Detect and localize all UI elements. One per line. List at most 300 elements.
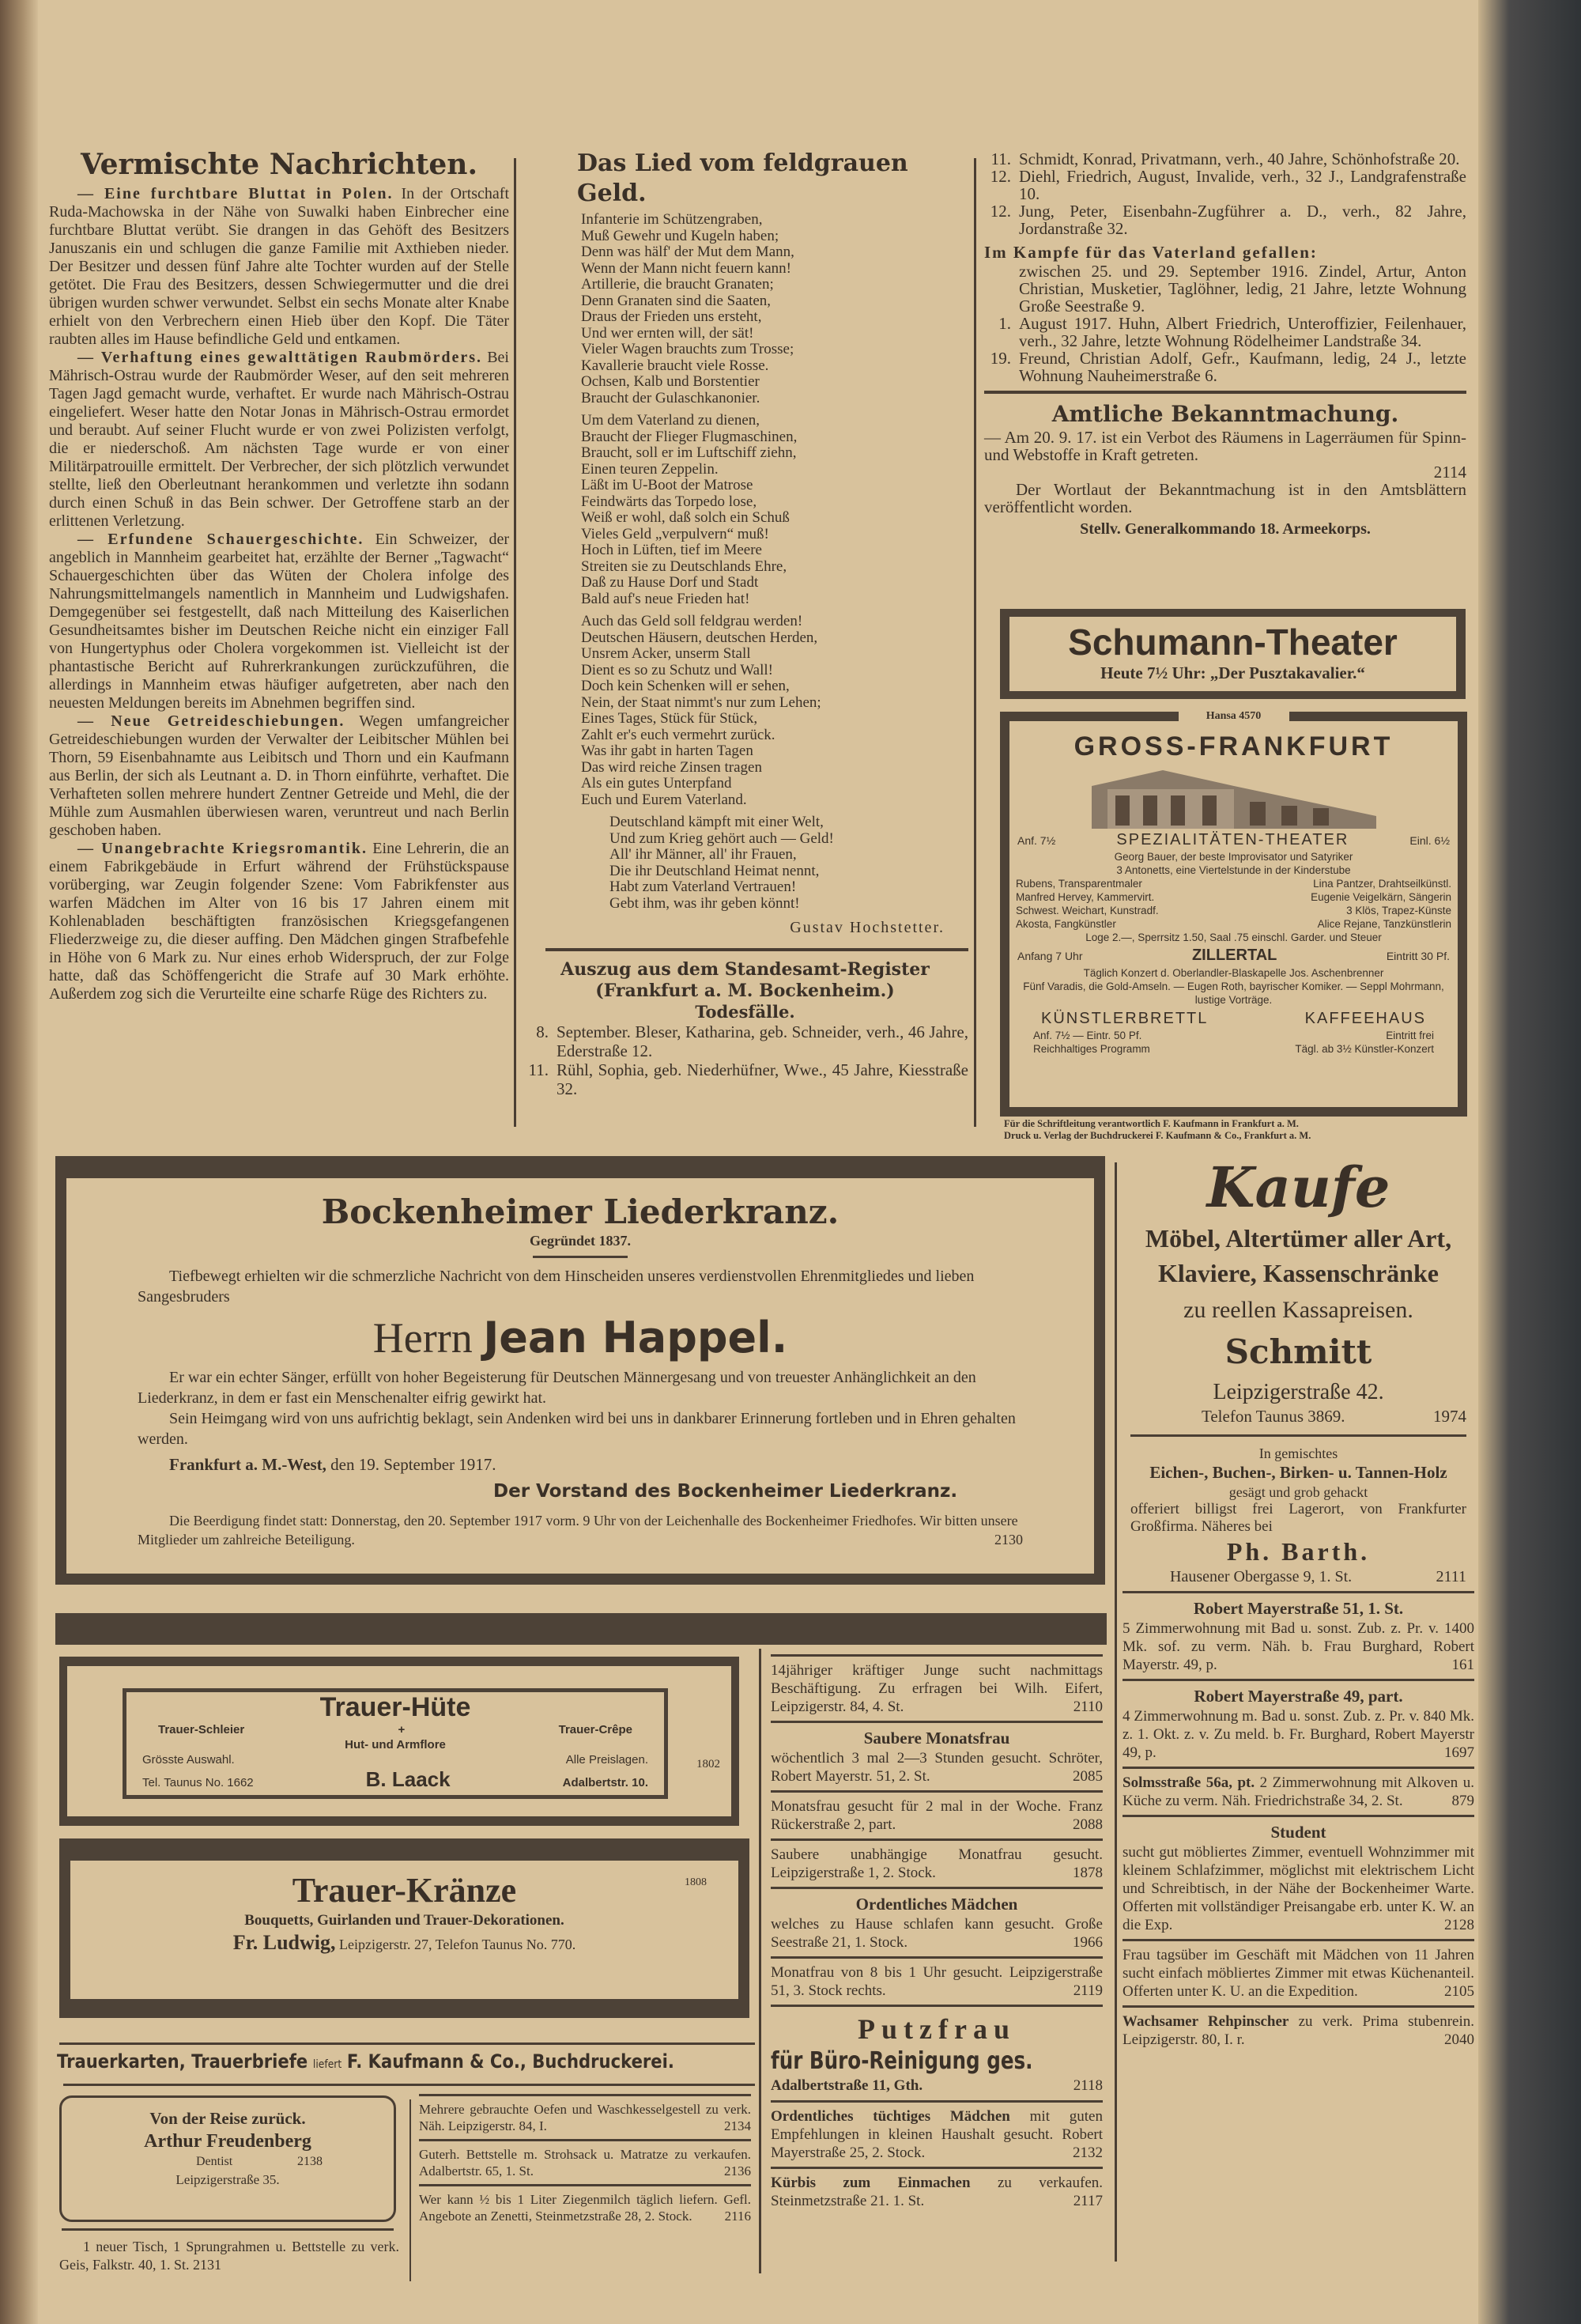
poem-title: Das Lied vom feldgrauen Geld. xyxy=(577,149,908,207)
theater-phone: Hansa 4570 xyxy=(1179,710,1289,723)
divider xyxy=(545,948,968,951)
printer: F. Kaufmann & Co., Buchdruckerei. xyxy=(346,2050,674,2073)
kraenze-sub: Bouquetts, Guirlanden und Trauer-Dekorationen. xyxy=(244,1912,564,1929)
article xyxy=(49,185,509,349)
column-divider xyxy=(759,1649,761,2273)
address: Hausener Obergasse 9, 1. St. xyxy=(1170,1568,1353,1585)
divider xyxy=(1123,1767,1474,1769)
program-lines xyxy=(1009,850,1458,877)
ad-schumann-theater xyxy=(1000,609,1466,699)
article-text: Wegen umfangreicher Getreideschiebungen wurden der Verwalter der Leibitscher Mühlen bei Thorn, 59 Eisenbahnamte aus Leibitsch und Thorn und ein Kaufmann aus Berlin, der sich als Leutnant a. D. in Thorn einführte, verhaftet. Die Verhafteten sollen mehrere hundert Zentner Getreide und Mehl, die der Mühle zum Ausmahlen überwiesen waren, veruntreut und nach Berlin geschoben haben. xyxy=(49,712,510,839)
poem-line: Einen teuren Zeppelin. xyxy=(581,460,719,478)
article-heading: — Verhaftung eines gewalttätigen Raubmörders. xyxy=(77,349,483,366)
phone: Telefon Taunus 3869. xyxy=(1202,1407,1345,1426)
death-register-entries xyxy=(984,150,1466,237)
phone: Telefon Taunus No. 770. xyxy=(435,1937,576,1952)
section-title: Vermischte Nachrichten. xyxy=(81,148,477,181)
kaufe-phone-row xyxy=(1123,1406,1474,1427)
article-text: Ein Schweizer, der angeblich in Mannheim gearbeitet hat, erzählte der Berner „Tagwacht“ Schauergeschichten über das Wüten der Cholera infolge des Nahrungsmittelmangels namentlich in Mannheim und Ludwigshafen. Demgegenüber sei festgestellt, daß nach Mitteilung des Kaiserlichen Gesundheitsamtes bisher im Deutschen Reiche nicht ein einziger Fall von Hungertyphus oder Cholera vorgekommen ist. Vielleicht ist der phantastische Bericht auf Ruhrerkrankungen zurückzuführen, die allerdings in Mannheim etwas häufiger aufgetreten, aber nach den neuesten Meldungen bereits im Abnehmen begriffen sind. xyxy=(49,531,509,712)
poem-line: Läßt im U-Boot der Matrose xyxy=(581,477,753,493)
divider xyxy=(533,1256,628,1258)
classified-ads-bottom xyxy=(419,2089,751,2224)
poem-line: Wenn der Mann nicht feuern kann! xyxy=(581,259,791,277)
act-row xyxy=(1016,890,1451,904)
ad-title: Saubere Monatsfrau xyxy=(863,1729,1010,1748)
ad-text: welches zu Hause schlafen kann gesucht. Große Seestraße 21, 1. Stock. xyxy=(771,1916,1103,1951)
notice-text-2: Der Wortlaut der Bekanntmachung ist in den Amtsblättern veröffentlicht worden. xyxy=(984,480,1466,516)
entry-text: Rühl, Sophia, geb. Niederhüfner, Wwe., 45 Jahre, Kiesstraße 32. xyxy=(557,1060,968,1098)
holz-title: Eichen-, Buchen-, Birken- u. Tannen-Holz xyxy=(1149,1463,1447,1482)
ad-trauer-huete xyxy=(59,1657,739,1826)
imprint xyxy=(1004,1118,1462,1142)
divider xyxy=(419,2139,751,2141)
classified-ad xyxy=(771,1963,1103,2000)
venue-details xyxy=(1009,1029,1458,1042)
classified-ads-right xyxy=(1123,1591,1474,2049)
huete-title: Trauer-Hüte xyxy=(319,1692,471,1722)
ad-number: 2105 xyxy=(1444,1983,1474,2000)
death-register-entries xyxy=(522,1022,968,1098)
ad-number: 2128 xyxy=(1444,1917,1474,1933)
cross-icon: + xyxy=(398,1723,406,1736)
program-line: 3 Antonetts, eine Viertelstunde in der Kinderstube xyxy=(1116,864,1351,876)
ad-number: 879 xyxy=(1451,1793,1474,1809)
admission-time: Einl. 6½ xyxy=(1409,834,1450,847)
ad-number: 1974 xyxy=(1433,1407,1466,1426)
entry-text: Schmidt, Konrad, Privatmann, verh., 40 Jahre, Schönhofstraße 20. xyxy=(1019,149,1460,168)
ad-putzfrau xyxy=(771,2012,1103,2095)
classified-ad xyxy=(771,1894,1103,1952)
poem-line: Artillerie, die braucht Granaten; xyxy=(581,276,774,293)
article-text: Bei Mährisch-Ostrau wurde der Raubmörder Weser, auf den seit mehreren Tagen Jagd gemacht wurde, verhaftet. Er wurde nach Mährisch-Ostrau eingeliefert. Weser hatte den Notar Jonas in Mährisch-Ostrau ermordet und beraubt. Auf seiner Flucht wurde er von zwei Polizisten verfolgt, die er niederschoß. Am nächsten Tage wurde er von einer Militärpatrouille ermittelt. Der Verbrecher, der sich plötzlich verwundet stellte, ließ den Oberleutnant herankommen und verletzte ihn sodann durch einen Schuß in das Bein schwer. Der Getroffene starb an der erlittenen Verletzung. xyxy=(49,349,509,530)
dentist-title: Von der Reise zurück. xyxy=(149,2109,306,2128)
poem-line: Habt zum Vaterland Vertrauen! xyxy=(609,879,797,895)
ad-text: 2 Zimmerwohnung mit Alkoven u. Küche zu verm. Näh. Friedrichstraße 34, 2. St. xyxy=(1123,1774,1474,1809)
entry-text: zwischen 25. und 29. September 1916. Zindel, Artur, Anton Christian, Musketier, Taglöhner, ledig, 21 Jahre, letzte Wohnung Große Seestraße 9. xyxy=(1019,262,1466,316)
auswahl: Grösste Auswahl. xyxy=(142,1753,235,1767)
entry-day: 12. xyxy=(990,202,1011,221)
act: Alice Rejane, Tanzkünstlerin xyxy=(1317,918,1451,930)
holz-address-row xyxy=(1123,1567,1474,1586)
zillertal-lines xyxy=(1009,966,1458,1007)
ad-number: 2111 xyxy=(1436,1568,1466,1585)
divider xyxy=(62,2228,394,2231)
ad-title: Solmsstraße 56a, pt. xyxy=(1123,1774,1255,1791)
classified-ad xyxy=(771,1797,1103,1834)
classified-ad xyxy=(1123,1946,1474,2001)
ad-text: zu verk. Prima stubenrein. Leipzigerstr. 80, I. r. xyxy=(1123,2013,1474,2048)
obituary-signature: Der Vorstand des Bockenheimer Liederkranz. xyxy=(493,1481,958,1502)
ad-text: Monatfrau von 8 bis 1 Uhr gesucht. Leipzigerstraße 51, 3. Stock rechts. xyxy=(771,1964,1103,1999)
article-list xyxy=(49,185,509,1003)
ad-number: 2110 xyxy=(1073,1699,1103,1715)
zillertal-line: Fünf Varadis, die Gold-Amseln. — Eugen Roth, bayrischer Komiker. — Seppl Mohrmann, lustige Vorträge. xyxy=(1023,981,1444,1006)
poem-line: Doch kein Schenken will er sehen, xyxy=(581,678,790,694)
poem-line: Das wird reiche Zinsen tragen xyxy=(581,758,762,776)
divider xyxy=(771,2167,1103,2169)
classified-ad xyxy=(771,1846,1103,1882)
kaffeehaus-price: Eintritt frei xyxy=(1386,1030,1434,1041)
poem-stanza xyxy=(581,212,968,406)
poem-line: Die ihr Deutschland Heimat nennt, xyxy=(609,862,820,879)
zillertal-start: Anfang 7 Uhr xyxy=(1017,950,1083,962)
column-divider xyxy=(974,158,976,1127)
register-entry xyxy=(984,263,1466,315)
schleier: Trauer-Schleier xyxy=(158,1723,245,1736)
start-time: Anf. 7½ xyxy=(1017,834,1056,847)
ad-text: 1 neuer Tisch, 1 Sprungrahmen u. Bettstelle zu verk. Geis, Falkstr. 40, 1. St. xyxy=(59,2239,399,2273)
trauerkarten-text: Trauerkarten, Trauerbriefe xyxy=(57,2050,308,2073)
article xyxy=(49,840,509,1003)
article-heading: — Neue Getreideschiebungen. xyxy=(77,712,345,730)
kraenze-title: Trauer-Kränze xyxy=(292,1871,517,1910)
poem-line: Gebt ihm, was ihr geben könnt! xyxy=(609,894,800,912)
crepe: Trauer-Crêpe xyxy=(558,1723,632,1736)
poem-line: Bald auf's neue Frieden hat! xyxy=(581,590,750,607)
poem-line: Nein, der Staat nimmt's nur zum Lehen; xyxy=(581,693,821,711)
entry-day: 12. xyxy=(990,167,1011,186)
poem-line: Braucht, soll er im Luftschiff ziehn, xyxy=(581,444,797,461)
ad-title: Ordentliches tüchtiges Mädchen xyxy=(771,2108,1010,2125)
address: Adalbertstr. 10. xyxy=(562,1776,648,1789)
ad-number: 2085 xyxy=(1073,1768,1103,1785)
holz-text: offeriert billigst frei Lagerort, von Frankfurter Großfirma. Näheres bei xyxy=(1130,1501,1466,1535)
funeral-info-block xyxy=(66,1503,1094,1549)
dentist-address: Leipzigerstraße 35. xyxy=(175,2172,280,2187)
divider xyxy=(771,2100,1103,2103)
register-entry xyxy=(984,168,1466,202)
register-entry xyxy=(984,350,1466,384)
ad-number: 161 xyxy=(1451,1657,1474,1673)
ad-number: 2088 xyxy=(1073,1816,1103,1833)
register-entry xyxy=(984,202,1466,237)
divider xyxy=(1130,1434,1466,1437)
divider xyxy=(1123,1939,1474,1941)
poem-line: Als ein gutes Unterpfand xyxy=(581,775,732,792)
divider xyxy=(771,2005,1103,2007)
dentist-name: Arthur Freudenberg xyxy=(144,2131,311,2152)
holz-sub: gesägt und grob gehackt xyxy=(1228,1484,1368,1500)
dentist-role-row xyxy=(62,2153,394,2171)
name-prefix: Herrn xyxy=(372,1314,473,1362)
ad-number: 2130 xyxy=(994,1532,1023,1547)
poem-body xyxy=(522,212,968,912)
theater-program: Heute 7½ Uhr: „Der Pusztakavalier.“ xyxy=(1100,663,1365,682)
theater-building-illustration xyxy=(1076,764,1392,830)
entry-day: 8. xyxy=(536,1022,549,1041)
date: den 19. September 1917. xyxy=(330,1455,496,1474)
divider xyxy=(419,2184,751,2186)
poem-line: Draus der Frieden uns ersteht, xyxy=(581,308,762,325)
entry-day: 11. xyxy=(528,1060,549,1079)
classified-ads-middle-2 xyxy=(771,2100,1103,2210)
poem-line: Eines Tages, Stück für Stück, xyxy=(581,710,758,727)
column-divider xyxy=(1115,1162,1117,2262)
phone: Tel. Taunus No. 1662 xyxy=(142,1776,254,1789)
act: Manfred Hervey, Kammervirt. xyxy=(1016,891,1155,903)
act-row xyxy=(1016,904,1451,917)
poem-line: Auch das Geld soll feldgrau werden! xyxy=(581,613,803,629)
poem-line: Deutschen Häusern, deutschen Herden, xyxy=(581,629,818,646)
act-row xyxy=(1016,877,1451,890)
ad-kaufe-schmitt xyxy=(1123,1154,1474,2049)
classified-ad xyxy=(419,2191,751,2224)
ad-trauerkarten xyxy=(57,2050,676,2076)
zillertal-title: ZILLERTAL xyxy=(1191,947,1277,964)
register-section: Todesfälle. xyxy=(695,1002,795,1022)
kaufe-address: Leipzigerstraße 42. xyxy=(1213,1380,1384,1404)
ad-number: 2138 xyxy=(297,2155,323,2168)
poem-line: Um dem Vaterland zu dienen, xyxy=(581,412,760,429)
kraenze-contact xyxy=(70,1930,738,1957)
entry-day: 19. xyxy=(990,349,1011,368)
article xyxy=(49,712,509,840)
classified-ad xyxy=(1123,1686,1474,1762)
fallen-heading: Im Kampfe für das Vaterland gefallen: xyxy=(984,243,1318,262)
poem-stanza xyxy=(581,614,968,808)
article-heading: — Eine furchtbare Bluttat in Polen. xyxy=(77,185,394,202)
poem-line: Und zum Krieg gehört auch — Geld! xyxy=(609,829,834,847)
register-subtitle: (Frankfurt a. M. Bockenheim.) xyxy=(595,981,895,1001)
kuenstlerbrettl-price: Anf. 7½ — Eintr. 50 Pf. xyxy=(1033,1030,1142,1041)
article-text: In der Ortschaft Ruda-Machowska in der Nähe von Suwalki haben Einbrecher eine furchtbare Bluttat verübt. Sie drangen in das Gehöft des Besitzers Januszanis ein und schlugen die ganze Familie mit Axthieben nieder. Der Besitzer und dessen fünf Jahre alte Tochter wurden auf der Stelle getötet. Die Frau des Besitzers, dessen Schwiegermutter und die drei übrigen wurden schwer verwundet. Selbst ein sechs Monate alter Knabe erhielt von den Verbrechern einen Hieb über den Kopf. Die Täter raubten alles im Hause befindliche Geld und entkamen. xyxy=(49,185,509,348)
ad-number: 2040 xyxy=(1444,2031,1474,2048)
venue-details-2 xyxy=(1009,1042,1458,1056)
huete-row-2 xyxy=(126,1752,664,1767)
imprint-line: Druck u. Verlag der Buchdruckerei F. Kaufmann & Co., Frankfurt a. M. xyxy=(1004,1130,1311,1141)
huete-row xyxy=(126,1722,664,1737)
kaffeehaus: KAFFEEHAUS xyxy=(1304,1010,1426,1027)
register-entry xyxy=(984,315,1466,350)
theater-row xyxy=(1009,830,1458,850)
ad-number: 1808 xyxy=(685,1876,707,1888)
shop-name: Fr. Ludwig, xyxy=(232,1931,336,1954)
column-poem xyxy=(522,149,968,1098)
register-entry xyxy=(522,1022,968,1060)
register-title: Auszug aus dem Standesamt-Register xyxy=(560,959,930,980)
register-entry xyxy=(984,150,1466,168)
poem-line: Daß zu Hause Dorf und Stadt xyxy=(581,574,759,591)
poem-line: Euch und Eurem Vaterland. xyxy=(581,791,747,808)
poem-line: Vieles Geld „verpulvern“ muß! xyxy=(581,525,769,542)
ad-number: 2118 xyxy=(1073,2077,1103,2094)
entry-day: 11. xyxy=(990,149,1011,168)
huete-contact xyxy=(126,1767,664,1795)
inner-frame xyxy=(123,1688,668,1799)
divider xyxy=(59,2042,755,2045)
entry-text: Jung, Peter, Eisenbahn-Zugführer a. D., verh., 82 Jahre, Jordanstraße 32. xyxy=(1019,202,1466,238)
column-vermischte-nachrichten xyxy=(49,147,509,1003)
founded: Gegründet 1837. xyxy=(530,1233,631,1249)
poem-author: Gustav Hochstetter. xyxy=(790,919,945,936)
classified-ad xyxy=(771,1661,1103,1716)
theater-title: Schumann-Theater xyxy=(1068,622,1398,663)
venue-row xyxy=(1009,1007,1458,1029)
theater-subtitle: SPEZIALITÄTEN-THEATER xyxy=(1116,831,1349,848)
divider xyxy=(771,1654,1103,1657)
poem-line: Und wer ernten will, der sät! xyxy=(581,324,754,342)
poem-line: Hoch in Lüften, tief im Meere xyxy=(581,542,762,558)
putzfrau-address-row xyxy=(771,2076,1103,2095)
poem-line: Was ihr gabt in harten Tagen xyxy=(581,743,753,759)
holz-intro: In gemischtes xyxy=(1258,1445,1338,1461)
ad-number: 1802 xyxy=(696,1758,720,1770)
ad-text: wöchentlich 3 mal 2—3 Stunden gesucht. Schröter, Robert Mayerstr. 51, 2. St. xyxy=(771,1750,1103,1785)
kaufe-name: Schmitt xyxy=(1224,1332,1372,1371)
ad-trauer-kraenze xyxy=(59,1838,749,2018)
zillertal-row xyxy=(1009,945,1458,966)
divider xyxy=(1123,2005,1474,2008)
act: Lina Pantzer, Drahtseilkünstl. xyxy=(1313,878,1451,890)
divider xyxy=(771,1887,1103,1889)
poem-line: Weiß er wohl, daß solch ein Schuß xyxy=(581,509,790,526)
obituary-bockenheimer-liederkranz xyxy=(55,1156,1105,1585)
act-row xyxy=(1016,917,1451,931)
poem-line: Braucht der Gulaschkanonier. xyxy=(581,389,760,406)
ad-number: 2136 xyxy=(724,2163,751,2179)
register-entry xyxy=(522,1060,968,1098)
ad-tisch xyxy=(59,2238,399,2274)
article-heading: — Unangebrachte Kriegsromantik. xyxy=(77,840,368,857)
poem-stanza xyxy=(581,814,968,912)
ad-number: 1966 xyxy=(1073,1934,1103,1951)
divider xyxy=(1123,1591,1474,1593)
divider xyxy=(1123,1679,1474,1681)
divider xyxy=(771,1721,1103,1723)
address: Leipzigerstr. 27, xyxy=(339,1937,432,1952)
ad-text: 14jähriger kräftiger Junge sucht nachmittags Beschäftigung. Zu erfragen bei Wilh. Eifert, Leipzigerstr. 84, 4. St. xyxy=(771,1662,1103,1715)
column-divider xyxy=(409,2099,411,2281)
poem-line: Feindwärts das Torpedo lose, xyxy=(581,493,757,510)
divider xyxy=(771,1838,1103,1841)
notice-signature: Stellv. Generalkommando 18. Armeekorps. xyxy=(1080,520,1371,538)
role: Dentist xyxy=(196,2155,233,2168)
poem-line: Braucht der Flieger Flugmaschinen, xyxy=(581,428,798,445)
classified-ad xyxy=(771,1728,1103,1786)
ad-number: 2132 xyxy=(1073,2145,1103,2161)
classified-ad xyxy=(771,2107,1103,2162)
black-border-bar xyxy=(55,1613,1107,1645)
armflore: Hut- und Armflore xyxy=(345,1738,446,1752)
act: Rubens, Transparentmaler xyxy=(1016,878,1142,890)
page-binding-edge-right xyxy=(1478,0,1581,2324)
ad-title: Kürbis zum Einmachen xyxy=(771,2175,971,2191)
poem-line: Vieler Wagen brauchts zum Trosse; xyxy=(581,341,794,357)
classified-ad xyxy=(1123,1598,1474,1674)
ad-text: zu verkaufen. Steinmetzstraße 21. 1. St. xyxy=(771,2175,1104,2209)
zillertal-line: Täglich Konzert d. Oberlandler-Blaskapelle Jos. Aschenbrenner xyxy=(1083,967,1384,979)
notice-number: 2114 xyxy=(1433,463,1466,482)
ad-number: 2119 xyxy=(1073,1982,1103,1999)
theater-title: GROSS-FRANKFURT xyxy=(1073,731,1394,761)
address: Adalbertstraße 11, Gth. xyxy=(771,2077,923,2094)
act: Akosta, Fangkünstler xyxy=(1016,918,1116,930)
ad-text: Saubere unabhängige Monatfrau gesucht. Leipzigerstraße 1, 2. Stock. xyxy=(771,1846,1103,1881)
shop-name: B. Laack xyxy=(365,1767,451,1791)
article-text: Eine Lehrerin, die an einem Fabrikgebäude in Erfurt während der Frühstückspause vorüberging, war Zeugin folgender Szene: Vom Fabrikfenster aus warfen Mädchen im Alter von 16 bis 17 Jahren einem mit Kohlenabladen beschäftigten französischen Kriegsgefangenen Fliederzweige zu, die dieser auffing. Den Mädchen gingen Strafbefehle in Höhe von 6 Mark zu. Nur eines erhob Widerspruch, der zur Folge hatte, daß das Schöffengericht die Strafe auf 30 Mark erhöhte. Außerdem zog sich die Verurteilte eine scharfe Rüge des Richters zu. xyxy=(49,840,509,1003)
obituary-text: Sein Heimgang wird von uns aufrichtig beklagt, sein Andenken wird bei uns in dankbarer Erinnerung fortleben und in Ehren gehalten werden. xyxy=(138,1410,1016,1448)
ad-dentist xyxy=(59,2095,396,2222)
poem-line: Streiten sie zu Deutschlands Ehre, xyxy=(581,557,787,575)
kaffeehaus-concert: Tägl. ab 3½ Künstler-Konzert xyxy=(1295,1043,1434,1055)
poem-stanza xyxy=(581,413,968,607)
program-acts xyxy=(1009,877,1458,931)
notice-title: Amtliche Bekanntmachung. xyxy=(1051,401,1399,427)
act: Schwest. Weichart, Kunstradf. xyxy=(1016,905,1159,916)
classified-ad xyxy=(419,2101,751,2134)
ad-number: 2134 xyxy=(724,2118,751,2133)
divider xyxy=(771,1790,1103,1793)
ad-number: 2116 xyxy=(724,2209,751,2224)
prices: Loge 2.—, Sperrsitz 1.50, Saal .75 einschl. Garder. und Steuer xyxy=(1085,931,1382,943)
ad-gross-frankfurt xyxy=(1000,712,1467,1117)
entry-text: Diehl, Friedrich, August, Invalide, verh., 32 J., Landgrafenstraße 10. xyxy=(1019,167,1466,203)
poem-line: Ochsen, Kalb und Borstentier xyxy=(581,373,760,390)
ad-title: Student xyxy=(1270,1823,1326,1842)
kuenstlerbrettl-program: Reichhaltiges Programm xyxy=(1033,1043,1150,1055)
article-heading: — Erfundene Schauergeschichte. xyxy=(77,531,364,548)
act: 3 Klös, Trapez-Künste xyxy=(1346,905,1451,916)
article xyxy=(49,349,509,531)
putzfrau-sub: für Büro-Reinigung ges. xyxy=(771,2047,1033,2075)
ad-text: Mehrere gebrauchte Oefen und Waschkesselgestell zu verk. Näh. Leipzigerstr. 84, I. xyxy=(419,2102,751,2133)
funeral-info: Die Beerdigung findet statt: Donnerstag, den 20. September 1917 vorm. 9 Uhr von der Leichenhalle des Bockenheimer Friedhofes. Wir bitten unsere Mitglieder um zahlreiche Beteiligung. xyxy=(138,1513,1018,1547)
ad-text: Guterh. Bettstelle m. Strohsack u. Matratze zu verkaufen. Adalbertstr. 65, 1. St. xyxy=(419,2147,751,2179)
poem-line: Zahlt er's euch vermehrt zurück. xyxy=(581,726,775,743)
ad-title: Robert Mayerstraße 49, part. xyxy=(1194,1687,1403,1706)
classified-ad xyxy=(771,2174,1103,2210)
classified-ads-middle xyxy=(771,1649,1103,2210)
poem-line: All' ihr Männer, all' ihr Frauen, xyxy=(609,846,797,863)
entry-day: 1. xyxy=(998,314,1011,333)
kaufe-subtitle: zu reellen Kassapreisen. xyxy=(1183,1297,1413,1323)
program-line: Georg Bauer, der beste Improvisator und Satyriker xyxy=(1114,851,1353,863)
ad-text: Monatsfrau gesucht für 2 mal in der Woche. Franz Rückerstraße 2, part. xyxy=(771,1798,1103,1833)
ad-text: 5 Zimmerwohnung mit Bad u. sonst. Zub. z. Pr. v. 1400 Mk. sof. zu verm. Näh. b. Frau Burghard, Robert Mayerstr. 49, p. xyxy=(1123,1620,1474,1673)
ad-number: 2131 xyxy=(193,2257,222,2273)
act: Eugenie Veigelkärn, Sängerin xyxy=(1311,891,1451,903)
divider xyxy=(771,1956,1103,1959)
obituary-intro: Tiefbewegt erhielten wir die schmerzliche Nachricht von dem Hinscheiden unseres verdienstvollen Ehrenmitgliedes und lieben Sangesbruders xyxy=(138,1268,975,1306)
liefert: liefert xyxy=(312,2058,342,2071)
notice-text: — Am 20. 9. 17. ist ein Verbot des Räumens in Lagerräumen für Spinn- und Webstoffe in Kraft getreten. xyxy=(984,428,1466,464)
page-binding-edge-left xyxy=(0,0,38,2324)
ad-number: 1878 xyxy=(1073,1865,1103,1881)
poem-line: Muß Gewehr und Kugeln haben; xyxy=(581,227,779,244)
ad-text: mit guten Empfehlungen in kleinen Haushalt gesucht. Robert Mayerstraße 25, 2. Stock. xyxy=(771,2108,1103,2161)
ad-text: Frau tagsüber im Geschäft mit Mädchen von 11 Jahren sucht einfach möbliertes Zimmer mit etwas Küchenanteil. Offerten unter K. U. an die Expedition. xyxy=(1123,1947,1474,2000)
poem-line: Infanterie im Schützengraben, xyxy=(581,211,763,228)
classified-ad xyxy=(419,2146,751,2179)
place: Frankfurt a. M.-West, xyxy=(169,1455,326,1474)
poem-line: Denn was hälf' der Mut dem Mann, xyxy=(581,244,794,260)
kaufe-items: Möbel, Altertümer aller Art, Klaviere, Kassenschränke xyxy=(1145,1224,1452,1287)
ad-title: Robert Mayerstraße 51, 1. St. xyxy=(1193,1599,1404,1618)
ad-number: 2117 xyxy=(1073,2193,1103,2209)
holz-name: Ph. Barth. xyxy=(1226,1537,1371,1566)
obituary-place-date xyxy=(66,1449,1094,1479)
poem-line: Unsrem Acker, unserm Stall xyxy=(581,645,751,662)
fallen-entries xyxy=(984,263,1466,384)
entry-text: September. Bleser, Katharina, geb. Schneider, verh., 46 Jahre, Ederstraße 12. xyxy=(557,1022,968,1060)
ad-title: Wachsamer Rehpinscher xyxy=(1123,2013,1289,2030)
name: Jean Happel. xyxy=(483,1313,788,1362)
obituary-text: Er war ein echter Sänger, erfüllt von hoher Begeisterung für Deutschen Männergesang und von treuester Anhänglichkeit an den Liederkranz, in dem er fast ein Menschenalter eifrig gewirkt hat. xyxy=(138,1369,976,1407)
entry-text: August 1917. Huhn, Albert Friedrich, Unteroffizier, Feilenhauer, verh., 32 Jahre, letzte Wohnung Rödelheimer Landstraße 34. xyxy=(1019,314,1466,350)
zillertal-price: Eintritt 30 Pf. xyxy=(1386,950,1450,962)
ad-text: 4 Zimmerwohnung m. Bad u. sonst. Zub. z. Pr. v. 840 Mk. z. 1. Okt. z. v. Zu meld. b. Fr. Burghard, Robert Mayerstr 49, p. xyxy=(1123,1708,1474,1761)
column-register-continued xyxy=(984,150,1466,539)
